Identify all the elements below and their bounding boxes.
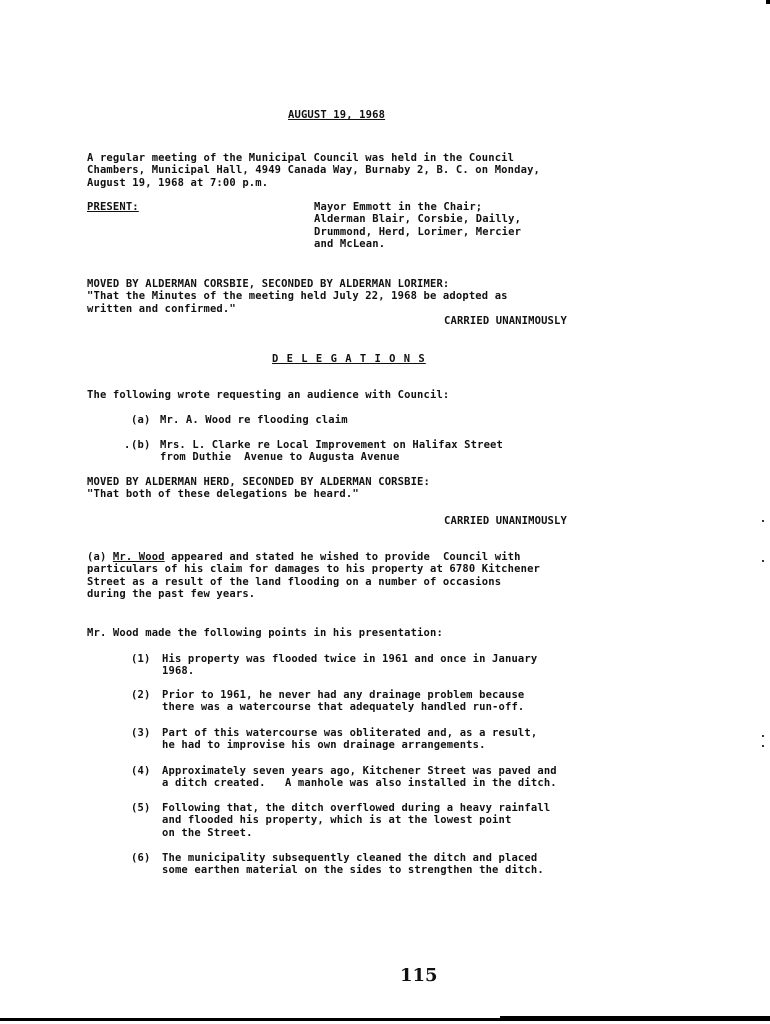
- point-num: (1): [131, 653, 151, 665]
- points-intro: Mr. Wood made the following points in his presentation:: [87, 627, 443, 639]
- scan-corner-mark: [766, 0, 770, 4]
- scan-mark: [762, 560, 764, 562]
- wood-paragraph-prefix: (a): [87, 551, 113, 563]
- scan-mark: [762, 735, 764, 737]
- request-num: (a): [131, 414, 151, 426]
- point-text: The municipality subsequently cleaned the ditch and placed some earthen material on the sides to strengthen the ditch.: [162, 852, 544, 877]
- requests-intro: The following wrote requesting an audience with Council:: [87, 389, 450, 401]
- motion-delegations: MOVED BY ALDERMAN HERD, SECONDED BY ALDERMAN CORSBIE: "That both of these delegations be heard.": [87, 476, 430, 501]
- point-num: (6): [131, 852, 151, 864]
- point-text: His property was flooded twice in 1961 and once in January 1968.: [162, 653, 538, 678]
- motion-minutes: MOVED BY ALDERMAN CORSBIE, SECONDED BY ALDERMAN LORIMER: "That the Minutes of the meeting held July 22, 1968 be adopted as written and confirmed.": [87, 278, 508, 315]
- point-num: (3): [131, 727, 151, 739]
- motion-minutes-result: CARRIED UNANIMOUSLY: [444, 315, 567, 327]
- page-number: 115: [400, 965, 438, 986]
- point-num: (4): [131, 765, 151, 777]
- point-text: Prior to 1961, he never had any drainage problem because there was a watercourse that adequately handled run-off.: [162, 689, 525, 714]
- motion-delegations-result: CARRIED UNANIMOUSLY: [444, 515, 567, 527]
- request-num: (b): [131, 439, 151, 451]
- point-text: Part of this watercourse was obliterated and, as a result, he had to improvise his own drainage arrangements.: [162, 727, 538, 752]
- present-names: Mayor Emmott in the Chair; Alderman Blair, Corsbie, Dailly, Drummond, Herd, Lorimer, Mercier and McLean.: [314, 201, 522, 250]
- request-text: Mr. A. Wood re flooding claim: [160, 414, 348, 426]
- point-num: (2): [131, 689, 151, 701]
- scan-edge: [0, 1018, 770, 1021]
- point-num: (5): [131, 802, 151, 814]
- section-heading: D E L E G A T I O N S: [272, 353, 426, 365]
- scan-mark: [762, 745, 764, 747]
- request-text: Mrs. L. Clarke re Local Improvement on Halifax Street from Duthie Avenue to Augusta Avenue: [160, 439, 503, 464]
- intro-paragraph: A regular meeting of the Municipal Council was held in the Council Chambers, Municipal Hall, 4949 Canada Way, Burnaby 2, B. C. on Monday, August 19, 1968 at 7:00 p.m.: [87, 152, 541, 189]
- date-heading: AUGUST 19, 1968: [288, 109, 386, 121]
- request-num: .: [124, 439, 131, 451]
- present-label: PRESENT:: [87, 201, 139, 213]
- point-text: Following that, the ditch overflowed during a heavy rainfall and flooded his property, which is at the lowest point on the Street.: [162, 802, 551, 839]
- wood-paragraph: [87, 551, 540, 600]
- point-text: Approximately seven years ago, Kitchener Street was paved and a ditch created. A manhole was also installed in the ditch.: [162, 765, 557, 790]
- scan-mark: [762, 520, 764, 522]
- wood-name: Mr. Wood: [112, 551, 165, 563]
- wood-paragraph-text: appeared and stated he wished to provide Council with particulars of his claim for damages to his property at 6780 Kitchener Street as a result of the land flooding on a number of occasions during the past few years.: [87, 551, 541, 600]
